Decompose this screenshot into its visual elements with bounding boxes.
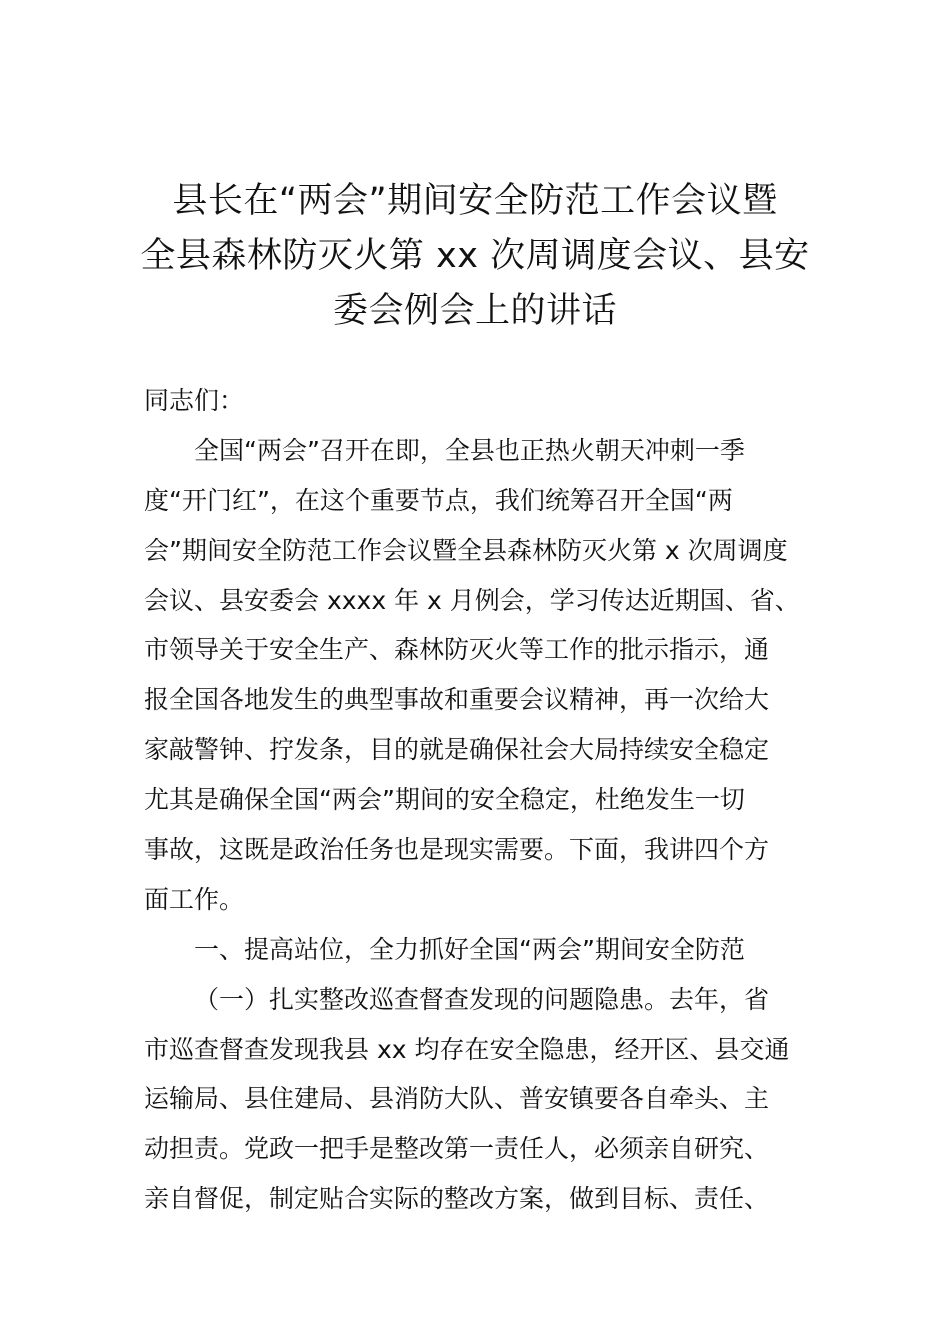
body-line: （一）扎实整改巡查督查发现的问题隐患。去年，省 [194, 984, 770, 1014]
body-line: 报全国各地发生的典型事故和重要会议精神，再一次给大 [144, 685, 770, 715]
body-line: 尤其是确保全国“两会”期间的安全稳定，杜绝发生一切 [144, 785, 745, 815]
body-line: 市巡查督查发现我县 xx 均存在安全隐患，经开区、县交通 [144, 1034, 790, 1064]
body-line: 面工作。 [144, 884, 245, 914]
body-line: 动担责。党政一把手是整改第一责任人，必须亲自研究、 [144, 1134, 770, 1164]
section-heading: 一、提高站位，全力抓好全国“两会”期间安全防范 [194, 934, 745, 964]
document-body [144, 376, 808, 1224]
body-line: 市领导关于安全生产、森林防灭火等工作的批示指示，通 [144, 635, 770, 665]
body-line: 会议、县安委会 xxxx 年 x 月例会，学习传达近期国、省、 [144, 585, 800, 615]
body-line: 亲自督促，制定贴合实际的整改方案，做到目标、责任、 [144, 1184, 770, 1214]
title-line: 全县森林防灭火第 xx 次周调度会议、县安 [140, 236, 810, 276]
title-line: 县长在“两会”期间安全防范工作会议暨 [172, 181, 778, 221]
title-line: 委会例会上的讲话 [332, 291, 617, 331]
salutation: 同志们： [144, 386, 245, 415]
body-line: 全国“两会”召开在即，全县也正热火朝天冲刺一季 [194, 435, 745, 465]
body-line: 会”期间安全防范工作会议暨全县森林防灭火第 x 次周调度 [144, 535, 788, 565]
body-line: 度“开门红”，在这个重要节点，我们统筹召开全国“两 [144, 485, 733, 515]
body-line: 事故，这既是政治任务也是现实需要。下面，我讲四个方 [144, 835, 770, 865]
body-line: 家敲警钟、拧发条，目的就是确保社会大局持续安全稳定 [144, 735, 770, 765]
page-title [140, 174, 810, 339]
body-line: 运输局、县住建局、县消防大队、普安镇要各自牵头、主 [144, 1084, 770, 1114]
